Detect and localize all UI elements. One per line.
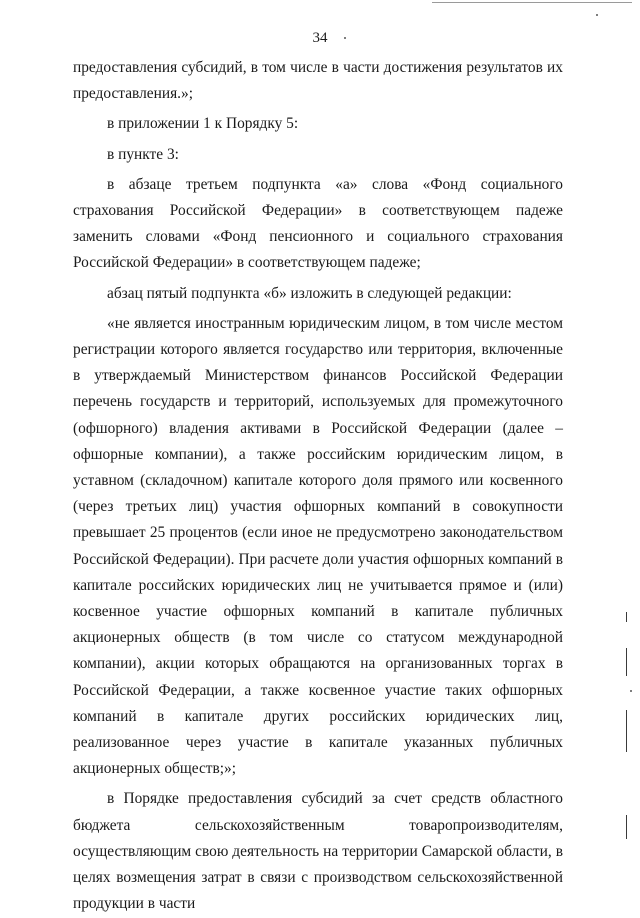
page-number: 34 — [312, 30, 328, 46]
paragraph-offshore-clause: «не является иностранным юридическим лицом, в том числе местом регистрации которого является государство или территория, включенные в утверждаемый Министерством финансов Российской Федерации перечень государств и территорий, используемых для промежуточного (офшорного) владения активами в Российской Федерации (далее – офшорные компании), а также российским юридическим лицом, в уставном (складочном) капитале которого доля прямого или косвенного (через третьих лиц) участия офшорных компаний в совокупности превышает 25 процентов (если иное не предусмотрено законодательством Российской Федерации). При расчете доли участия офшорных компаний в капитале российских юридических лиц не учитывается прямое и (или) косвенное участие офшорных компаний в капитале публичных акционерных обществ (в том числе со статусом международной компании), акции которых обращаются на организованных торгах в Российской Федерации, а также косвенное участие таких офшорных компаний в капитале других российских юридических лиц, реализованное через участие в капитале указанных публичных акционерных обществ;»; — [73, 314, 563, 778]
paragraph-new-wording-intro: абзац пятый подпункта «б» изложить в следующей редакции: — [107, 284, 512, 302]
document-body — [73, 55, 563, 918]
scan-edge-mark — [626, 815, 627, 839]
scan-speck — [344, 37, 346, 39]
scan-edge-line — [432, 2, 632, 3]
paragraph-item-reference: в пункте 3: — [107, 145, 179, 163]
paragraph-fund-rename: в абзаце третьем подпункта «а» слова «Фонд социального страхования Российской Федерации» в соответствующем падеже заменить словами «Фонд пенсионного и социального страхования Российской Федерации» в соответствующем падеже; — [73, 175, 563, 272]
paragraph-continuation: предоставления субсидий, в том числе в части достижения результатов их предоставления.»; — [73, 59, 563, 103]
scan-edge-mark — [626, 710, 627, 752]
scan-edge-mark — [626, 648, 627, 676]
scan-speck — [596, 14, 598, 16]
scan-speck — [630, 690, 632, 692]
paragraph-subsidy-procedure: в Порядке предоставления субсидий за счет средств областного бюджета сельскохозяйственным товаропроизводителям, осуществляющим свою деятельность на территории Самарской области, в целях возмещения затрат в связи с производством сельскохозяйственной продукции в части — [73, 790, 563, 913]
paragraph-appendix-reference: в приложении 1 к Порядку 5: — [107, 115, 299, 133]
scan-edge-mark — [626, 612, 627, 622]
